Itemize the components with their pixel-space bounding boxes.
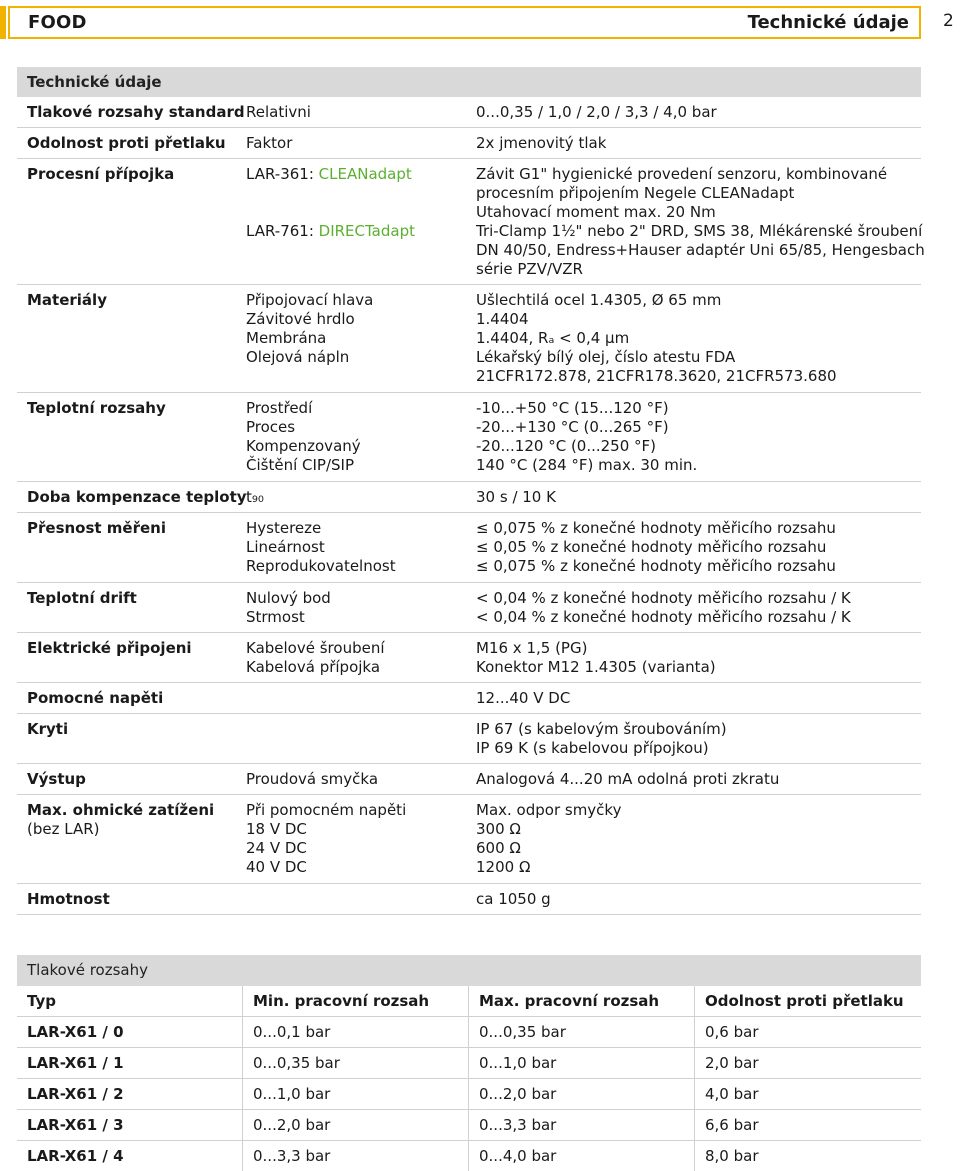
- spec-row: [17, 393, 921, 482]
- spec-value-line: ca 1050 g: [476, 890, 551, 908]
- spec-value-line: 21CFR172.878, 21CFR178.3620, 21CFR573.680: [476, 367, 837, 385]
- spec-label: [27, 399, 247, 418]
- spec-label-text: Odolnost proti přetlaku: [27, 134, 226, 152]
- spec-label-text: Výstup: [27, 770, 86, 788]
- range-type-cell: LAR-X61 / 1: [17, 1048, 243, 1079]
- spec-value: [476, 689, 921, 708]
- range-column-header: Min. pracovní rozsah: [243, 986, 469, 1017]
- spec-parameter-line: Nulový bod: [246, 589, 331, 607]
- spec-parameter: [246, 801, 476, 877]
- range-value-cell: 0...1,0 bar: [243, 1079, 469, 1110]
- spec-parameter-line: Čištění CIP/SIP: [246, 456, 354, 474]
- spec-value-line: -20...+130 °C (0...265 °F): [476, 418, 669, 436]
- range-grid: [17, 986, 921, 1171]
- variant-model: LAR-761:: [246, 222, 319, 240]
- spec-row: [17, 583, 921, 633]
- range-value-cell: 0...1,0 bar: [469, 1048, 695, 1079]
- spec-label-text: Hmotnost: [27, 890, 110, 908]
- variant-adapter-name: DIRECTadapt: [318, 222, 415, 240]
- spec-label: [27, 589, 247, 608]
- spec-value-line: Lékařský bílý olej, číslo atestu FDA: [476, 348, 736, 366]
- spec-value-line: série PZV/VZR: [476, 260, 583, 278]
- spec-parameter-line: Kompenzovaný: [246, 437, 361, 455]
- range-value-cell: 0...0,1 bar: [243, 1017, 469, 1048]
- spec-value: [476, 519, 921, 576]
- range-type-cell: LAR-X61 / 4: [17, 1141, 243, 1171]
- spec-parameter-line: Kabelová přípojka: [246, 658, 381, 676]
- range-column-header: Odolnost proti přetlaku: [695, 986, 921, 1017]
- spec-label: [27, 720, 247, 739]
- page-header: [8, 6, 921, 39]
- spec-value-line: Závit G1" hygienické provedení senzoru, kombinované: [476, 165, 888, 183]
- spec-label: [27, 165, 247, 184]
- spec-row: [17, 633, 921, 683]
- spec-parameter-line: 40 V DC: [246, 858, 307, 876]
- spec-parameter: [246, 165, 476, 241]
- spec-value-line: procesním připojením Negele CLEANadapt: [476, 184, 795, 202]
- spec-value: [476, 890, 921, 909]
- spec-label-text: Tlakové rozsahy standard: [27, 103, 245, 121]
- range-value-cell: 0...4,0 bar: [469, 1141, 695, 1171]
- spec-value-line: IP 69 K (s kabelovou přípojkou): [476, 739, 709, 757]
- spec-parameter-line: Faktor: [246, 134, 293, 152]
- spec-parameter-line: Relativni: [246, 103, 311, 121]
- range-value-cell: 0...2,0 bar: [469, 1079, 695, 1110]
- spec-row: [17, 482, 921, 513]
- spec-label: [27, 890, 247, 909]
- range-type-cell: LAR-X61 / 3: [17, 1110, 243, 1141]
- spec-label: [27, 291, 247, 310]
- spec-label-text: Elektrické připojeni: [27, 639, 192, 657]
- spec-value-line: -10...+50 °C (15...120 °F): [476, 399, 669, 417]
- spec-value-line: 2x jmenovitý tlak: [476, 134, 607, 152]
- brand-label: FOOD: [28, 12, 87, 33]
- range-type-cell: LAR-X61 / 0: [17, 1017, 243, 1048]
- spec-value-line: Analogová 4...20 mA odolná proti zkratu: [476, 770, 780, 788]
- spec-value-line: 1.4404: [476, 310, 529, 328]
- range-value-cell: 0...0,35 bar: [243, 1048, 469, 1079]
- spec-value-line: Ušlechtilá ocel 1.4305, Ø 65 mm: [476, 291, 722, 309]
- spec-row: [17, 513, 921, 583]
- connection-variant-b: [246, 222, 476, 241]
- range-value-cell: 0,6 bar: [695, 1017, 921, 1048]
- spec-parameter: [246, 770, 476, 789]
- spec-label: [27, 689, 247, 708]
- spec-value-line: DN 40/50, Endress+Hauser adaptér Uni 65/85, Hengesbach: [476, 241, 925, 259]
- pressure-range-table: [17, 955, 921, 1171]
- spec-label: [27, 488, 247, 507]
- range-value-cell: 0...2,0 bar: [243, 1110, 469, 1141]
- spec-value-line: Utahovací moment max. 20 Nm: [476, 203, 716, 221]
- range-value-cell: 0...3,3 bar: [469, 1110, 695, 1141]
- spec-row: [17, 159, 925, 285]
- spec-value: [476, 103, 921, 122]
- spec-value-line: ≤ 0,075 % z konečné hodnoty měřicího rozsahu: [476, 557, 836, 575]
- spec-parameter-line: Hystereze: [246, 519, 322, 537]
- spec-value-line: IP 67 (s kabelovým šroubováním): [476, 720, 727, 738]
- spec-value-line: Max. odpor smyčky: [476, 801, 622, 819]
- header-accent-stripe: [0, 6, 6, 39]
- spec-label-text: Teplotní rozsahy: [27, 399, 166, 417]
- range-table-title: Tlakové rozsahy: [17, 955, 921, 986]
- spec-parameter: [246, 399, 476, 475]
- spec-value-line: 300 Ω: [476, 820, 521, 838]
- spec-value: [476, 399, 921, 475]
- spec-label-text: Procesní přípojka: [27, 165, 175, 183]
- spec-value-line: M16 x 1,5 (PG): [476, 639, 588, 657]
- spec-parameter-line: Lineárnost: [246, 538, 325, 556]
- spec-label-text: Materiály: [27, 291, 107, 309]
- spec-value: [476, 801, 921, 877]
- spec-parameter-line: Olejová nápln: [246, 348, 350, 366]
- range-value-cell: 8,0 bar: [695, 1141, 921, 1171]
- spec-value-line: 600 Ω: [476, 839, 521, 857]
- spec-value-line: < 0,04 % z konečné hodnoty měřicího rozsahu / K: [476, 608, 851, 626]
- spec-parameter-line: Proudová smyčka: [246, 770, 379, 788]
- spec-value: [476, 134, 921, 153]
- spec-value: [476, 639, 921, 677]
- spec-parameter-line: Reprodukovatelnost: [246, 557, 396, 575]
- spec-value-line: -20...120 °C (0...250 °F): [476, 437, 657, 455]
- spec-value-line: 30 s / 10 K: [476, 488, 556, 506]
- spec-value-line: < 0,04 % z konečné hodnoty měřicího rozsahu / K: [476, 589, 851, 607]
- range-type-cell: LAR-X61 / 2: [17, 1079, 243, 1110]
- spec-parameter-line: Připojovací hlava: [246, 291, 374, 309]
- spec-label: [27, 103, 247, 122]
- spec-label-text: Teplotní drift: [27, 589, 137, 607]
- spec-value: [476, 720, 921, 758]
- spec-row: [17, 795, 921, 884]
- page-number: 2: [943, 11, 954, 31]
- section-title: Technické údaje: [747, 12, 909, 33]
- spec-parameter-line: Prostředí: [246, 399, 313, 417]
- range-value-cell: 0...3,3 bar: [243, 1141, 469, 1171]
- range-column-header: Typ: [17, 986, 243, 1017]
- spec-parameter-line: 18 V DC: [246, 820, 307, 838]
- spec-row: [17, 97, 921, 128]
- spec-parameter-line: Proces: [246, 418, 296, 436]
- connection-variant-a: [246, 165, 476, 184]
- spec-row: [17, 714, 921, 764]
- spec-parameter-line: 24 V DC: [246, 839, 307, 857]
- spec-value: [476, 488, 921, 507]
- range-column-header: Max. pracovní rozsah: [469, 986, 695, 1017]
- spec-value-line: 12...40 V DC: [476, 689, 571, 707]
- range-value-cell: 6,6 bar: [695, 1110, 921, 1141]
- spec-parameter: [246, 519, 476, 576]
- spec-label-text: Doba kompenzace teploty: [27, 488, 247, 506]
- spec-value: [476, 770, 921, 789]
- spec-label-subtext: (bez LAR): [27, 820, 100, 838]
- spec-value: [476, 165, 925, 279]
- spec-parameter-line: Při pomocném napěti: [246, 801, 407, 819]
- spec-row: [17, 884, 921, 915]
- spec-parameter-line: Kabelové šroubení: [246, 639, 385, 657]
- spec-parameter: [246, 488, 476, 507]
- spec-parameter: [246, 103, 476, 122]
- variant-model: LAR-361:: [246, 165, 319, 183]
- spec-label: [27, 134, 247, 153]
- spec-parameter: [246, 291, 476, 367]
- spec-row: [17, 285, 921, 393]
- spec-label: [27, 639, 247, 658]
- spec-table: [17, 67, 925, 915]
- spec-parameter-line: Membrána: [246, 329, 327, 347]
- range-value-cell: 4,0 bar: [695, 1079, 921, 1110]
- spec-parameter-line: t₉₀: [246, 488, 264, 506]
- spec-label: [27, 519, 247, 538]
- range-value-cell: 2,0 bar: [695, 1048, 921, 1079]
- spec-value-line: Konektor M12 1.4305 (varianta): [476, 658, 716, 676]
- spec-parameter-line: Strmost: [246, 608, 305, 626]
- spec-row: [17, 683, 921, 714]
- spec-value: [476, 291, 921, 386]
- spec-value-line: ≤ 0,075 % z konečné hodnoty měřicího rozsahu: [476, 519, 836, 537]
- spec-value: [476, 589, 921, 627]
- spec-label-text: Max. ohmické zatíženi: [27, 801, 215, 819]
- spec-value-line: ≤ 0,05 % z konečné hodnoty měřicího rozsahu: [476, 538, 827, 556]
- spec-row: [17, 764, 921, 795]
- spec-value-line: Tri-Clamp 1½" nebo 2" DRD, SMS 38, Mlékárenské šroubení: [476, 222, 923, 240]
- spec-value-line: 0...0,35 / 1,0 / 2,0 / 3,3 / 4,0 bar: [476, 103, 717, 121]
- spec-value-line: 140 °C (284 °F) max. 30 min.: [476, 456, 698, 474]
- spec-value-line: 1.4404, Rₐ < 0,4 µm: [476, 329, 630, 347]
- spec-rows: [17, 97, 925, 915]
- spec-label-text: Kryti: [27, 720, 69, 738]
- spec-parameter: [246, 639, 476, 677]
- spec-label: [27, 770, 247, 789]
- spec-parameter: [246, 589, 476, 627]
- spec-parameter-line: Závitové hrdlo: [246, 310, 355, 328]
- spec-row: [17, 128, 921, 159]
- spec-parameter: [246, 134, 476, 153]
- variant-adapter-name: CLEANadapt: [318, 165, 412, 183]
- spec-label: [27, 801, 247, 839]
- spec-label-text: Přesnost měřeni: [27, 519, 166, 537]
- range-value-cell: 0...0,35 bar: [469, 1017, 695, 1048]
- spec-table-title: Technické údaje: [17, 67, 921, 97]
- spec-value-line: 1200 Ω: [476, 858, 531, 876]
- spec-label-text: Pomocné napěti: [27, 689, 164, 707]
